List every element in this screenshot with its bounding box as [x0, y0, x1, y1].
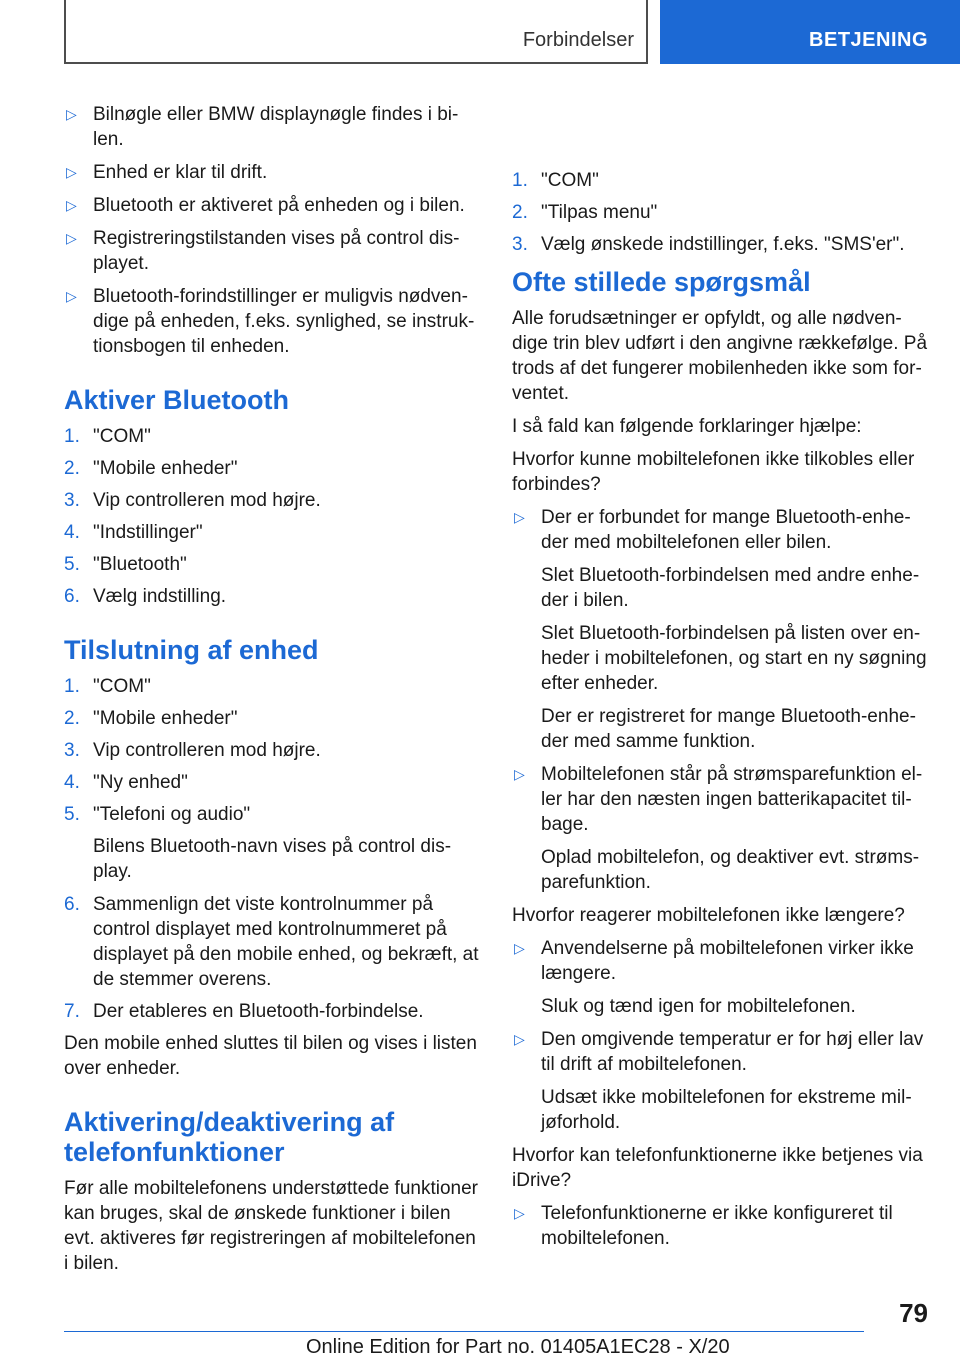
step-item: 2. "Mobile enheder" [64, 458, 238, 479]
triangle-bullet-icon: ▷ [514, 940, 525, 956]
triangle-bullet-icon: ▷ [514, 1031, 525, 1047]
body-paragraph: I så fald kan følgende forklaringer hjælpe: [512, 416, 862, 437]
page-number: 79 [899, 1298, 928, 1328]
list-item: ▷ Telefonfunktionerne er ikke konfigureret til mobiltelefonen. [514, 1203, 893, 1249]
step-item: 5. "Telefoni og audio" [64, 804, 251, 825]
bullet-note: Der er registreret for mange Bluetooth-enheder med samme funktion. [541, 706, 916, 752]
heading-connect-device: Tilslutning af enhed [64, 635, 319, 665]
step-item: 3. Vip controlleren mod højre. [64, 740, 321, 761]
triangle-bullet-icon: ▷ [514, 1205, 525, 1221]
bullet-note: Slet Bluetooth-forbindelsen med andre enheder i bilen. [541, 565, 920, 611]
step-item: 7. Der etableres en Bluetooth-forbindelse. [64, 1001, 424, 1022]
list-item: ▷ Bluetooth-forindstillinger er muligvis nødvendige på enheden, f.eks. synlighed, se instruktionsbogen til enheden. [66, 286, 475, 357]
bullet-note: Slet Bluetooth-forbindelsen på listen over enheder i mobiltelefonen, og start en ny søgning efter enheder. [541, 623, 927, 694]
footer-divider [64, 1331, 864, 1332]
list-item: ▷ Bluetooth er aktiveret på enheden og i bilen. [66, 195, 465, 216]
chapter-tab [660, 0, 960, 64]
faq-question: Hvorfor kan telefonfunktionerne ikke betjenes via iDrive? [512, 1145, 923, 1191]
list-item: ▷ Bilnøgle eller BMW displaynøgle findes i bilen. [66, 104, 459, 150]
heading-phone-functions: Aktivering/deaktivering af telefonfunktioner [64, 1107, 395, 1167]
step-item: 3. Vip controlleren mod højre. [64, 490, 321, 511]
step-item: 2. "Mobile enheder" [64, 708, 238, 729]
step-item: 6. Sammenlign det viste kontrolnummer på control displayet med kontrolnummeret på displayet på den mobile enhed, og bekræft, at de stemmer overens. [64, 894, 479, 990]
triangle-bullet-icon: ▷ [66, 197, 77, 213]
list-item: ▷ Der er forbundet for mange Bluetooth-enheder med mobiltelefonen eller bilen. [514, 507, 911, 553]
step-item: 1. "COM" [64, 426, 151, 447]
heading-activate-bluetooth: Aktiver Bluetooth [64, 385, 290, 415]
triangle-bullet-icon: ▷ [66, 106, 77, 122]
triangle-bullet-icon: ▷ [66, 288, 77, 304]
step-item: 3. Vælg ønskede indstillinger, f.eks. "SMS'er". [512, 234, 905, 255]
list-item: ▷ Enhed er klar til drift. [66, 162, 268, 183]
triangle-bullet-icon: ▷ [66, 164, 77, 180]
heading-faq: Ofte stillede spørgsmål [512, 267, 811, 297]
faq-question: Hvorfor kunne mobiltelefonen ikke tilkobles eller forbindes? [512, 449, 915, 495]
body-paragraph: Den mobile enhed sluttes til bilen og vises i listen over enheder. [64, 1033, 477, 1079]
step-item: 5. "Bluetooth" [64, 554, 187, 575]
step-item: 4. "Indstillinger" [64, 522, 203, 543]
list-item: ▷ Anvendelserne på mobiltelefonen virker ikke længere. [514, 938, 914, 984]
bullet-note: Sluk og tænd igen for mobiltelefonen. [541, 996, 856, 1017]
list-item: ▷ Den omgivende temperatur er for høj eller lav til drift af mobiltelefonen. [514, 1029, 924, 1075]
triangle-bullet-icon: ▷ [66, 230, 77, 246]
list-item: ▷ Registreringstilstanden vises på control displayet. [66, 228, 460, 274]
bullet-note: Udsæt ikke mobiltelefonen for ekstreme miljøforhold. [541, 1087, 912, 1133]
body-paragraph: Alle forudsætninger er opfyldt, og alle nødvendige trin blev udført i den angivne rækkefølge. På trods af det fungerer mobilenheden ikke som forventet. [512, 308, 928, 404]
step-item: 1. "COM" [512, 170, 599, 191]
chapter-title: BETJENING [809, 29, 928, 51]
section-title: Forbindelser [522, 29, 634, 51]
step-item: 6. Vælg indstilling. [64, 586, 227, 607]
bullet-note: Oplad mobiltelefon, og deaktiver evt. strømsparefunktion. [541, 847, 920, 893]
triangle-bullet-icon: ▷ [514, 766, 525, 782]
right-column [512, 102, 928, 1259]
list-item: ▷ Mobiltelefonen står på strømsparefunktion eller har den næsten ingen batterikapacitet tilbage. [514, 764, 923, 835]
step-item: 2. "Tilpas menu" [512, 202, 658, 223]
step-item: 1. "COM" [64, 676, 151, 697]
body-paragraph: Før alle mobiltelefonens understøttede funktioner kan bruges, skal de ønskede funktioner i bilen evt. aktiveres før registreringen af mobiltelefonen i bilen. [64, 1178, 478, 1274]
left-column [64, 102, 482, 1284]
continued-text-spacer [512, 102, 928, 168]
edition-footer: Online Edition for Part no. 01405A1EC28 - X/20 [306, 1336, 730, 1358]
step-note: Bilens Bluetooth-navn vises på control display. [93, 836, 452, 882]
step-item: 4. "Ny enhed" [64, 772, 188, 793]
triangle-bullet-icon: ▷ [514, 509, 525, 525]
faq-question: Hvorfor reagerer mobiltelefonen ikke længere? [512, 905, 905, 926]
